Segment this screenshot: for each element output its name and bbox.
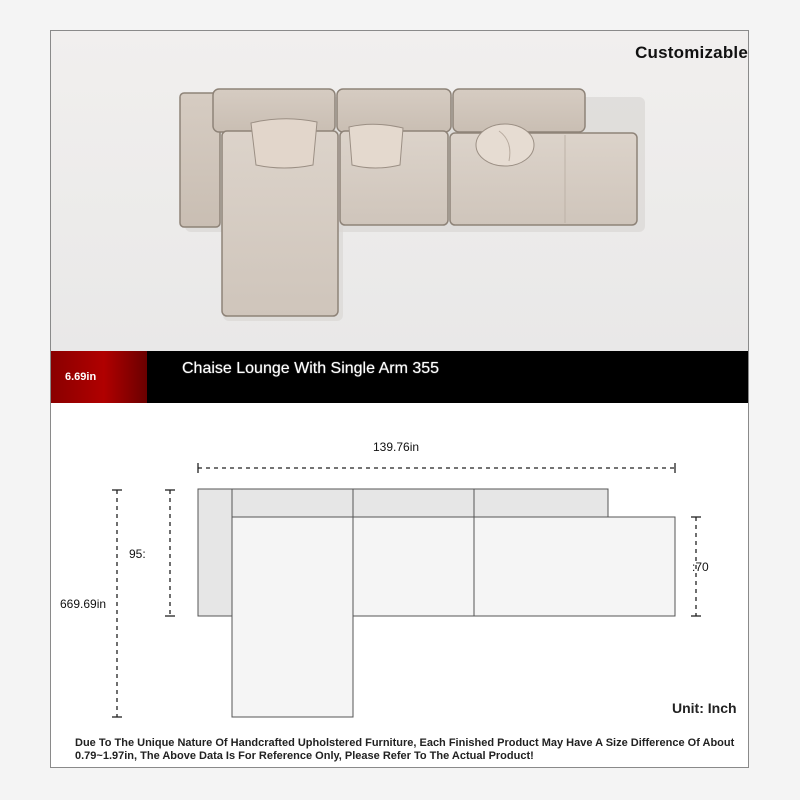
unit-label: Unit: Inch bbox=[672, 700, 737, 716]
width-dimension-line bbox=[198, 463, 675, 473]
product-card bbox=[50, 30, 749, 768]
customizable-badge: Customizable bbox=[635, 43, 748, 62]
total-depth-dimension-line bbox=[112, 490, 122, 717]
left-depth-label: 95: bbox=[129, 547, 146, 561]
banner-side-label: 6.69in bbox=[65, 371, 97, 383]
disclaimer-note: Due To The Unique Nature Of Handcrafted Upholstered Furniture, Each Finished Product May Have A Size Difference Of About 0.79~1.97in, The Above Data Is For Reference Only, Please Refer To The Actual Product! bbox=[75, 737, 735, 762]
total-depth-label: 669.69in bbox=[60, 597, 107, 611]
width-label: 139.76in bbox=[373, 440, 420, 454]
right-depth-label: :70 bbox=[692, 560, 709, 574]
dimension-diagram bbox=[51, 31, 748, 767]
left-depth-dimension-line bbox=[165, 490, 175, 616]
product-title: Chaise Lounge With Single Arm 355 bbox=[182, 360, 440, 377]
sofa-outline bbox=[198, 489, 675, 717]
